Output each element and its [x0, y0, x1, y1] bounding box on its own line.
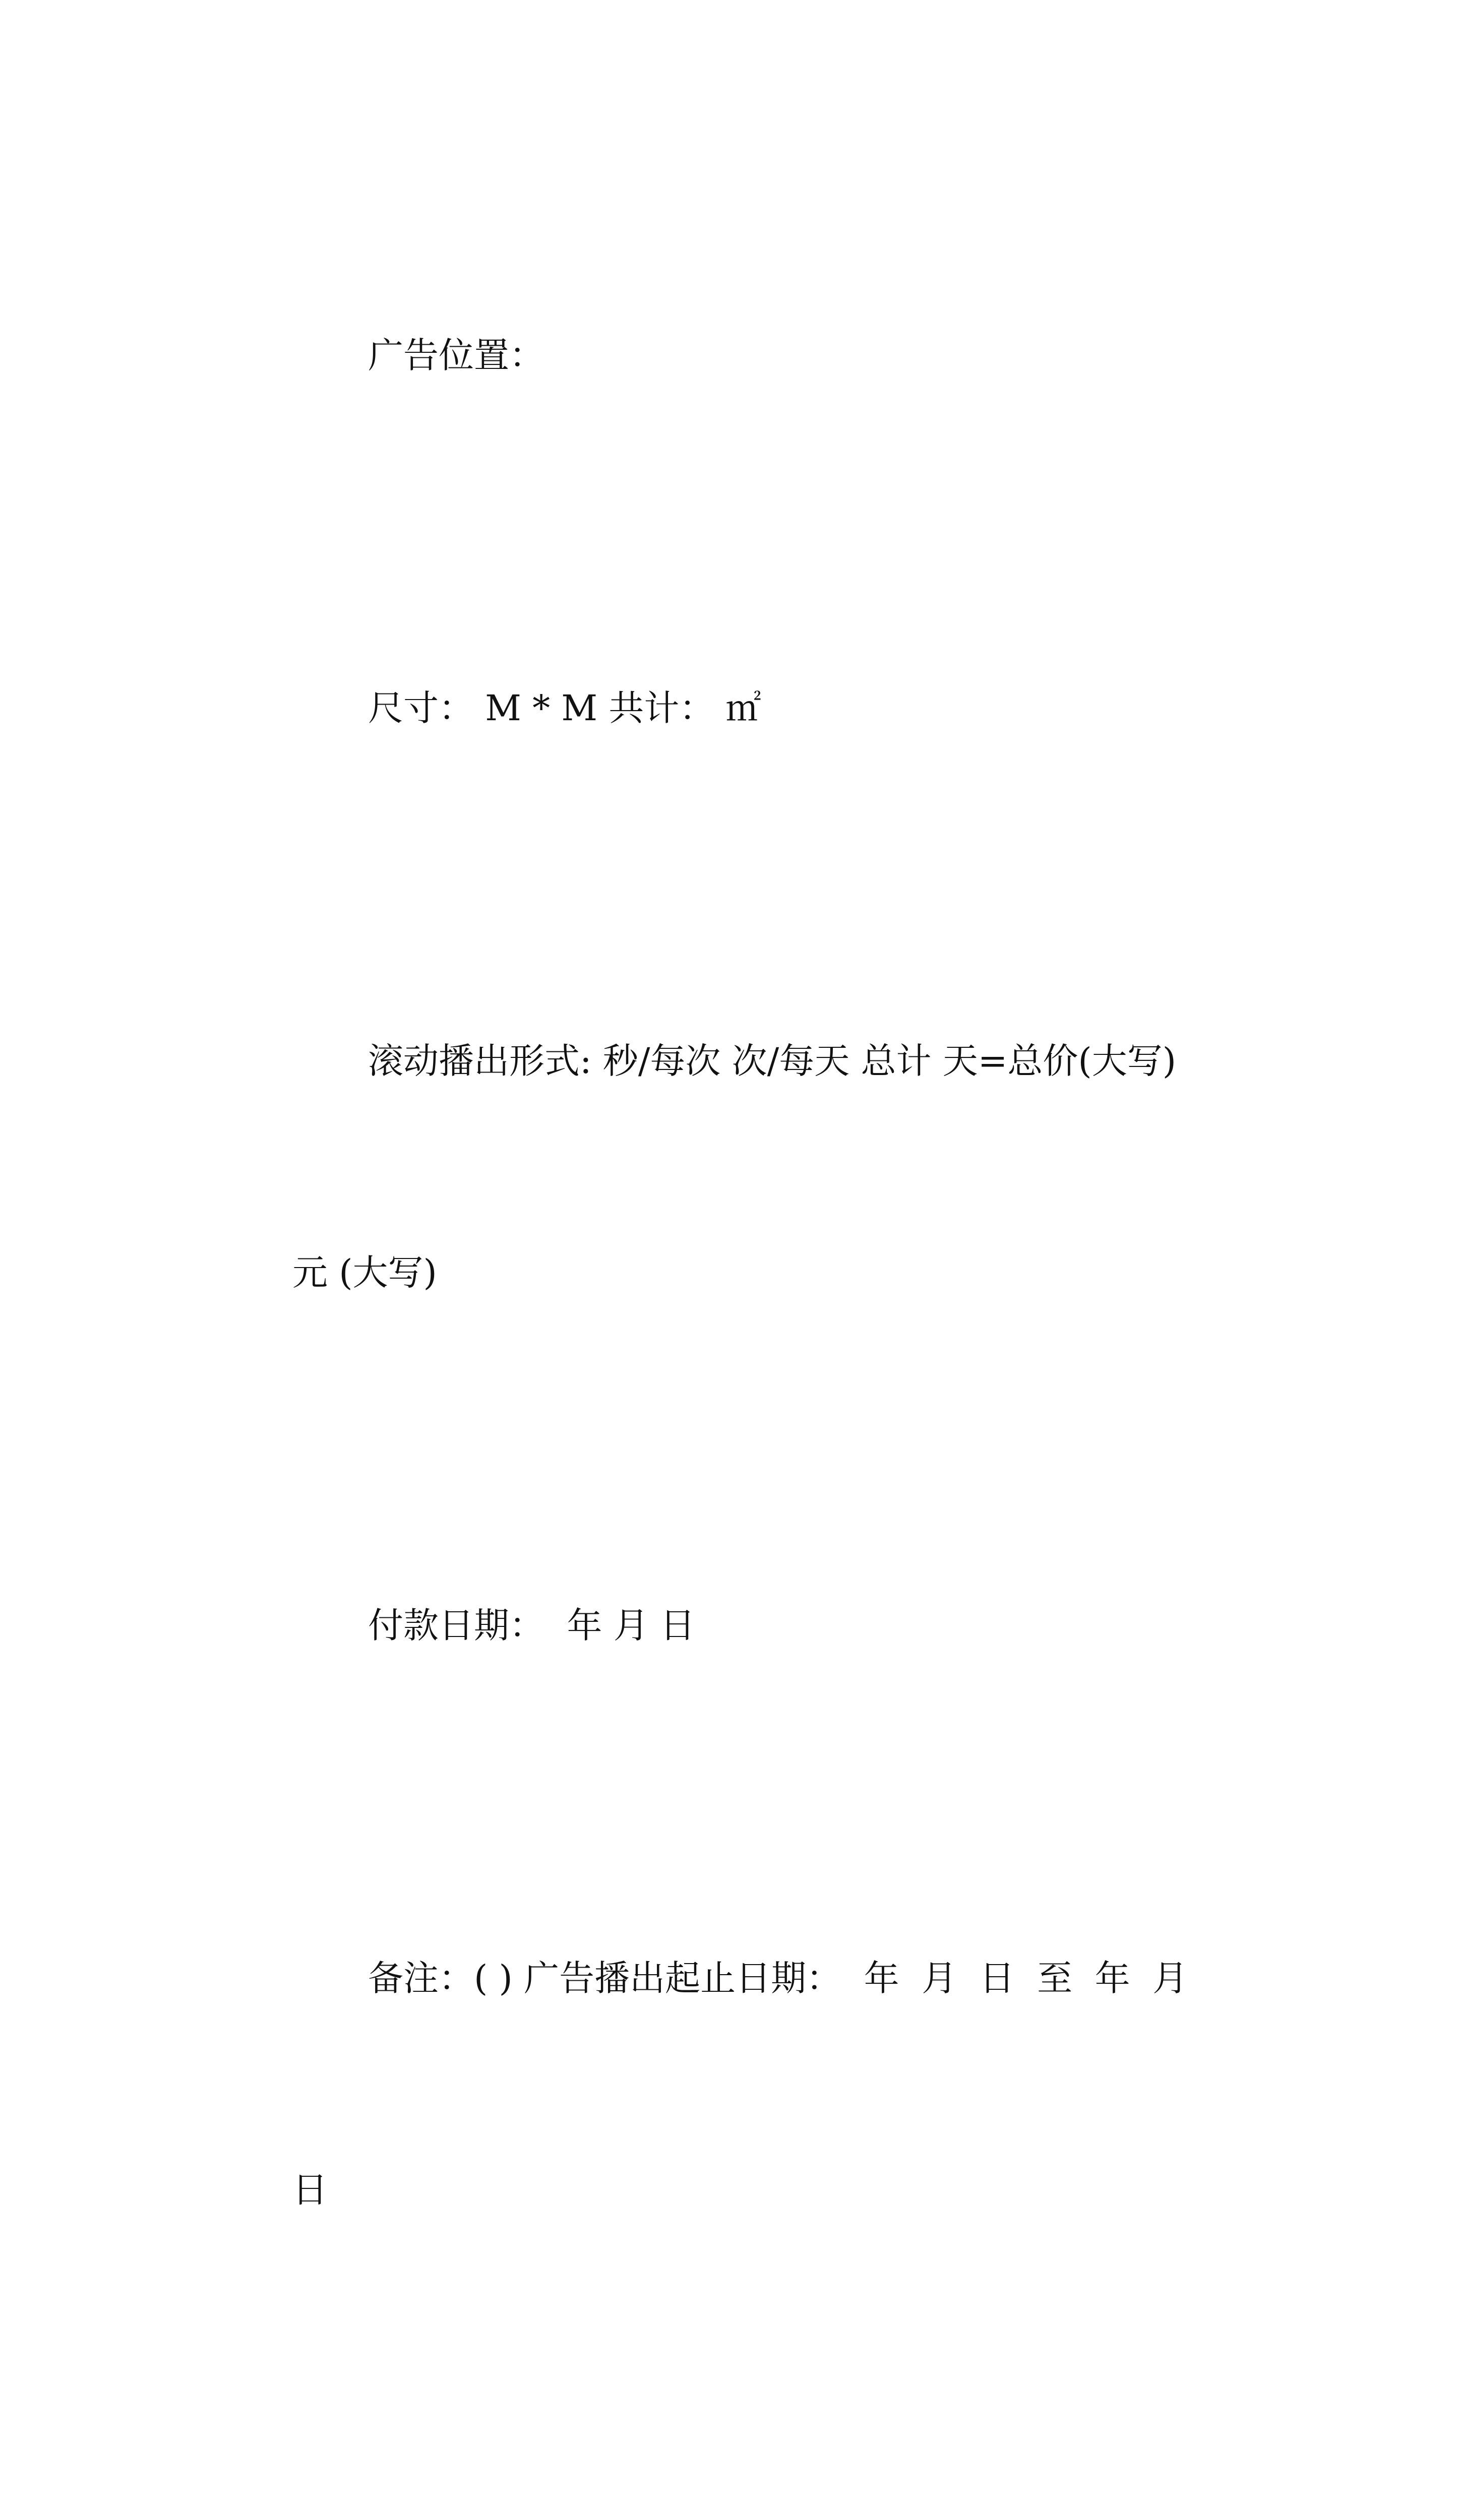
document-body [222, 179, 1240, 2520]
text-line: 尺寸： M * M 共计： ㎡ [368, 687, 761, 729]
paragraph-ad-location [222, 179, 1240, 532]
text-line [222, 2507, 1240, 2520]
text-line: 广告位置： [368, 335, 544, 376]
text-line: 元 (大写) [292, 1252, 437, 1293]
paragraph-scroll-format [222, 885, 1240, 1449]
text-line: 滚动播出形式: 秒/每次 次/每天 总计 天=总价(大写) [368, 1040, 1177, 1082]
text-line: 付款日期： 年 月 日 [368, 1605, 696, 1646]
paragraph-size [222, 532, 1240, 885]
paragraph-remarks [222, 1802, 1240, 2366]
text-line: 日 [292, 2169, 328, 2211]
text-line: 备注：( ) 广告播出起止日期： 年 月 日 至 年 月 [368, 1958, 1188, 1999]
paragraph-note-1 [222, 2366, 1240, 2520]
paragraph-payment-date [222, 1449, 1240, 1802]
